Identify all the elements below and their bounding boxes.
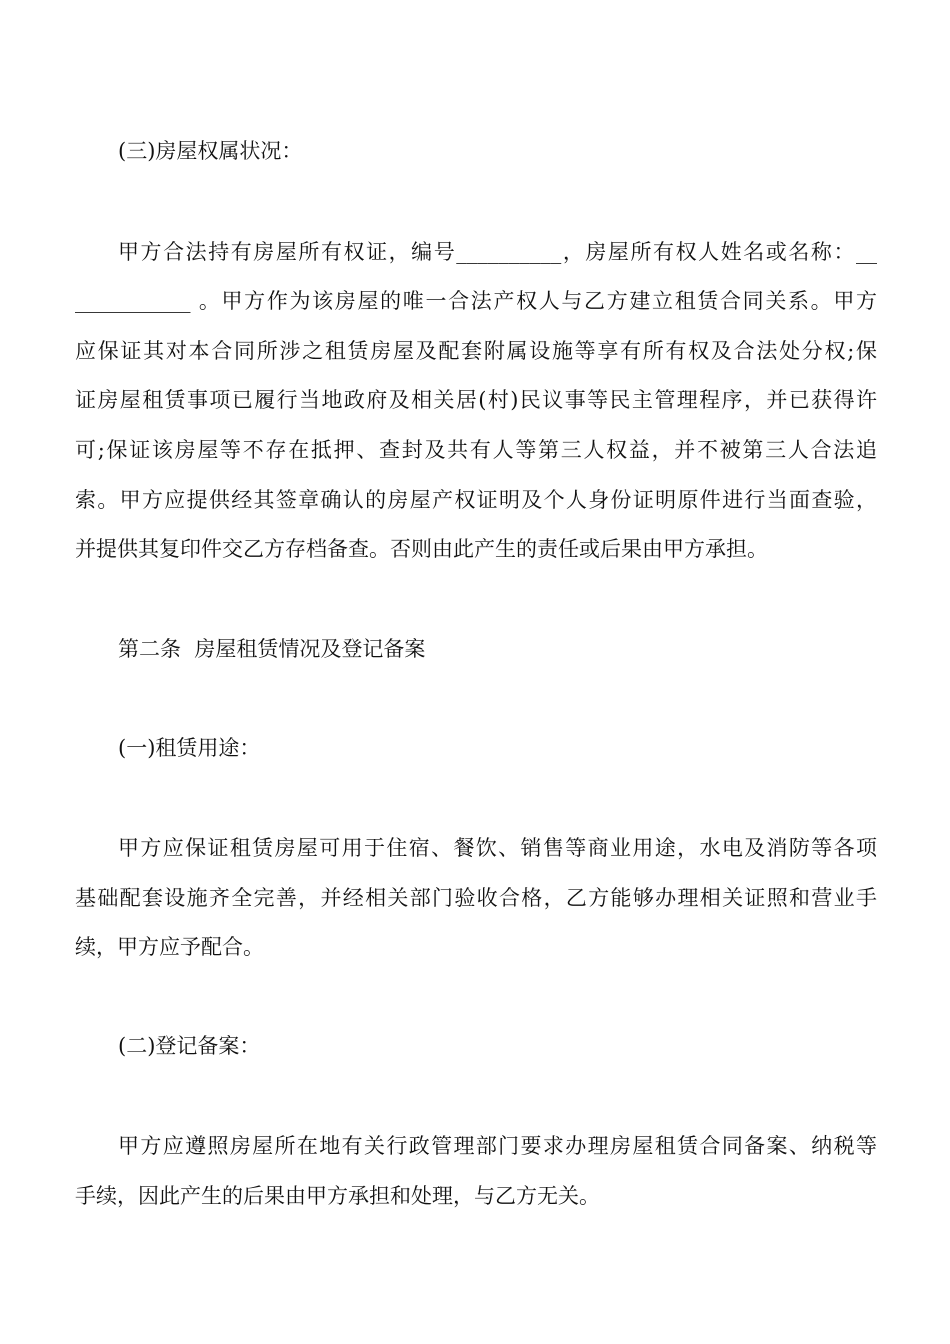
article-two-heading: 第二条 房屋租赁情况及登记备案 (118, 637, 426, 661)
paragraph-line: 甲方合法持有房屋所有权证，编号__________，房屋所有权人姓名或名称：__ (118, 240, 877, 264)
paragraph-line: 可;保证该房屋等不存在抵押、查封及共有人等第三人权益，并不被第三人合法追 (75, 438, 877, 462)
paragraph-line: 续，甲方应予配合。 (75, 935, 264, 959)
section-one-heading: (一)租赁用途： (118, 736, 261, 760)
section-three-heading: (三)房屋权属状况： (118, 139, 303, 163)
paragraph-line: 甲方应遵照房屋所在地有关行政管理部门要求办理房屋租赁合同备案、纳税等 (118, 1134, 877, 1158)
paragraph-line: 手续，因此产生的后果由甲方承担和处理，与乙方无关。 (75, 1184, 600, 1208)
paragraph-line: 基础配套设施齐全完善，并经相关部门验收合格，乙方能够办理相关证照和营业手 (75, 886, 877, 910)
paragraph-line: 应保证其对本合同所涉之租赁房屋及配套附属设施等享有所有权及合法处分权;保 (75, 339, 877, 363)
section-two-heading: (二)登记备案： (118, 1034, 261, 1058)
paragraph-line: 甲方应保证租赁房屋可用于住宿、餐饮、销售等商业用途，水电及消防等各项 (118, 836, 877, 860)
paragraph-line: 索。甲方应提供经其签章确认的房屋产权证明及个人身份证明原件进行当面查验， (75, 488, 877, 512)
paragraph-line: 并提供其复印件交乙方存档备查。否则由此产生的责任或后果由甲方承担。 (75, 537, 768, 561)
paragraph-line: 证房屋租赁事项已履行当地政府及相关居(村)民议事等民主管理程序，并已获得许 (75, 388, 877, 412)
paragraph-line: ___________ 。甲方作为该房屋的唯一合法产权人与乙方建立租赁合同关系。甲方 (75, 289, 877, 313)
